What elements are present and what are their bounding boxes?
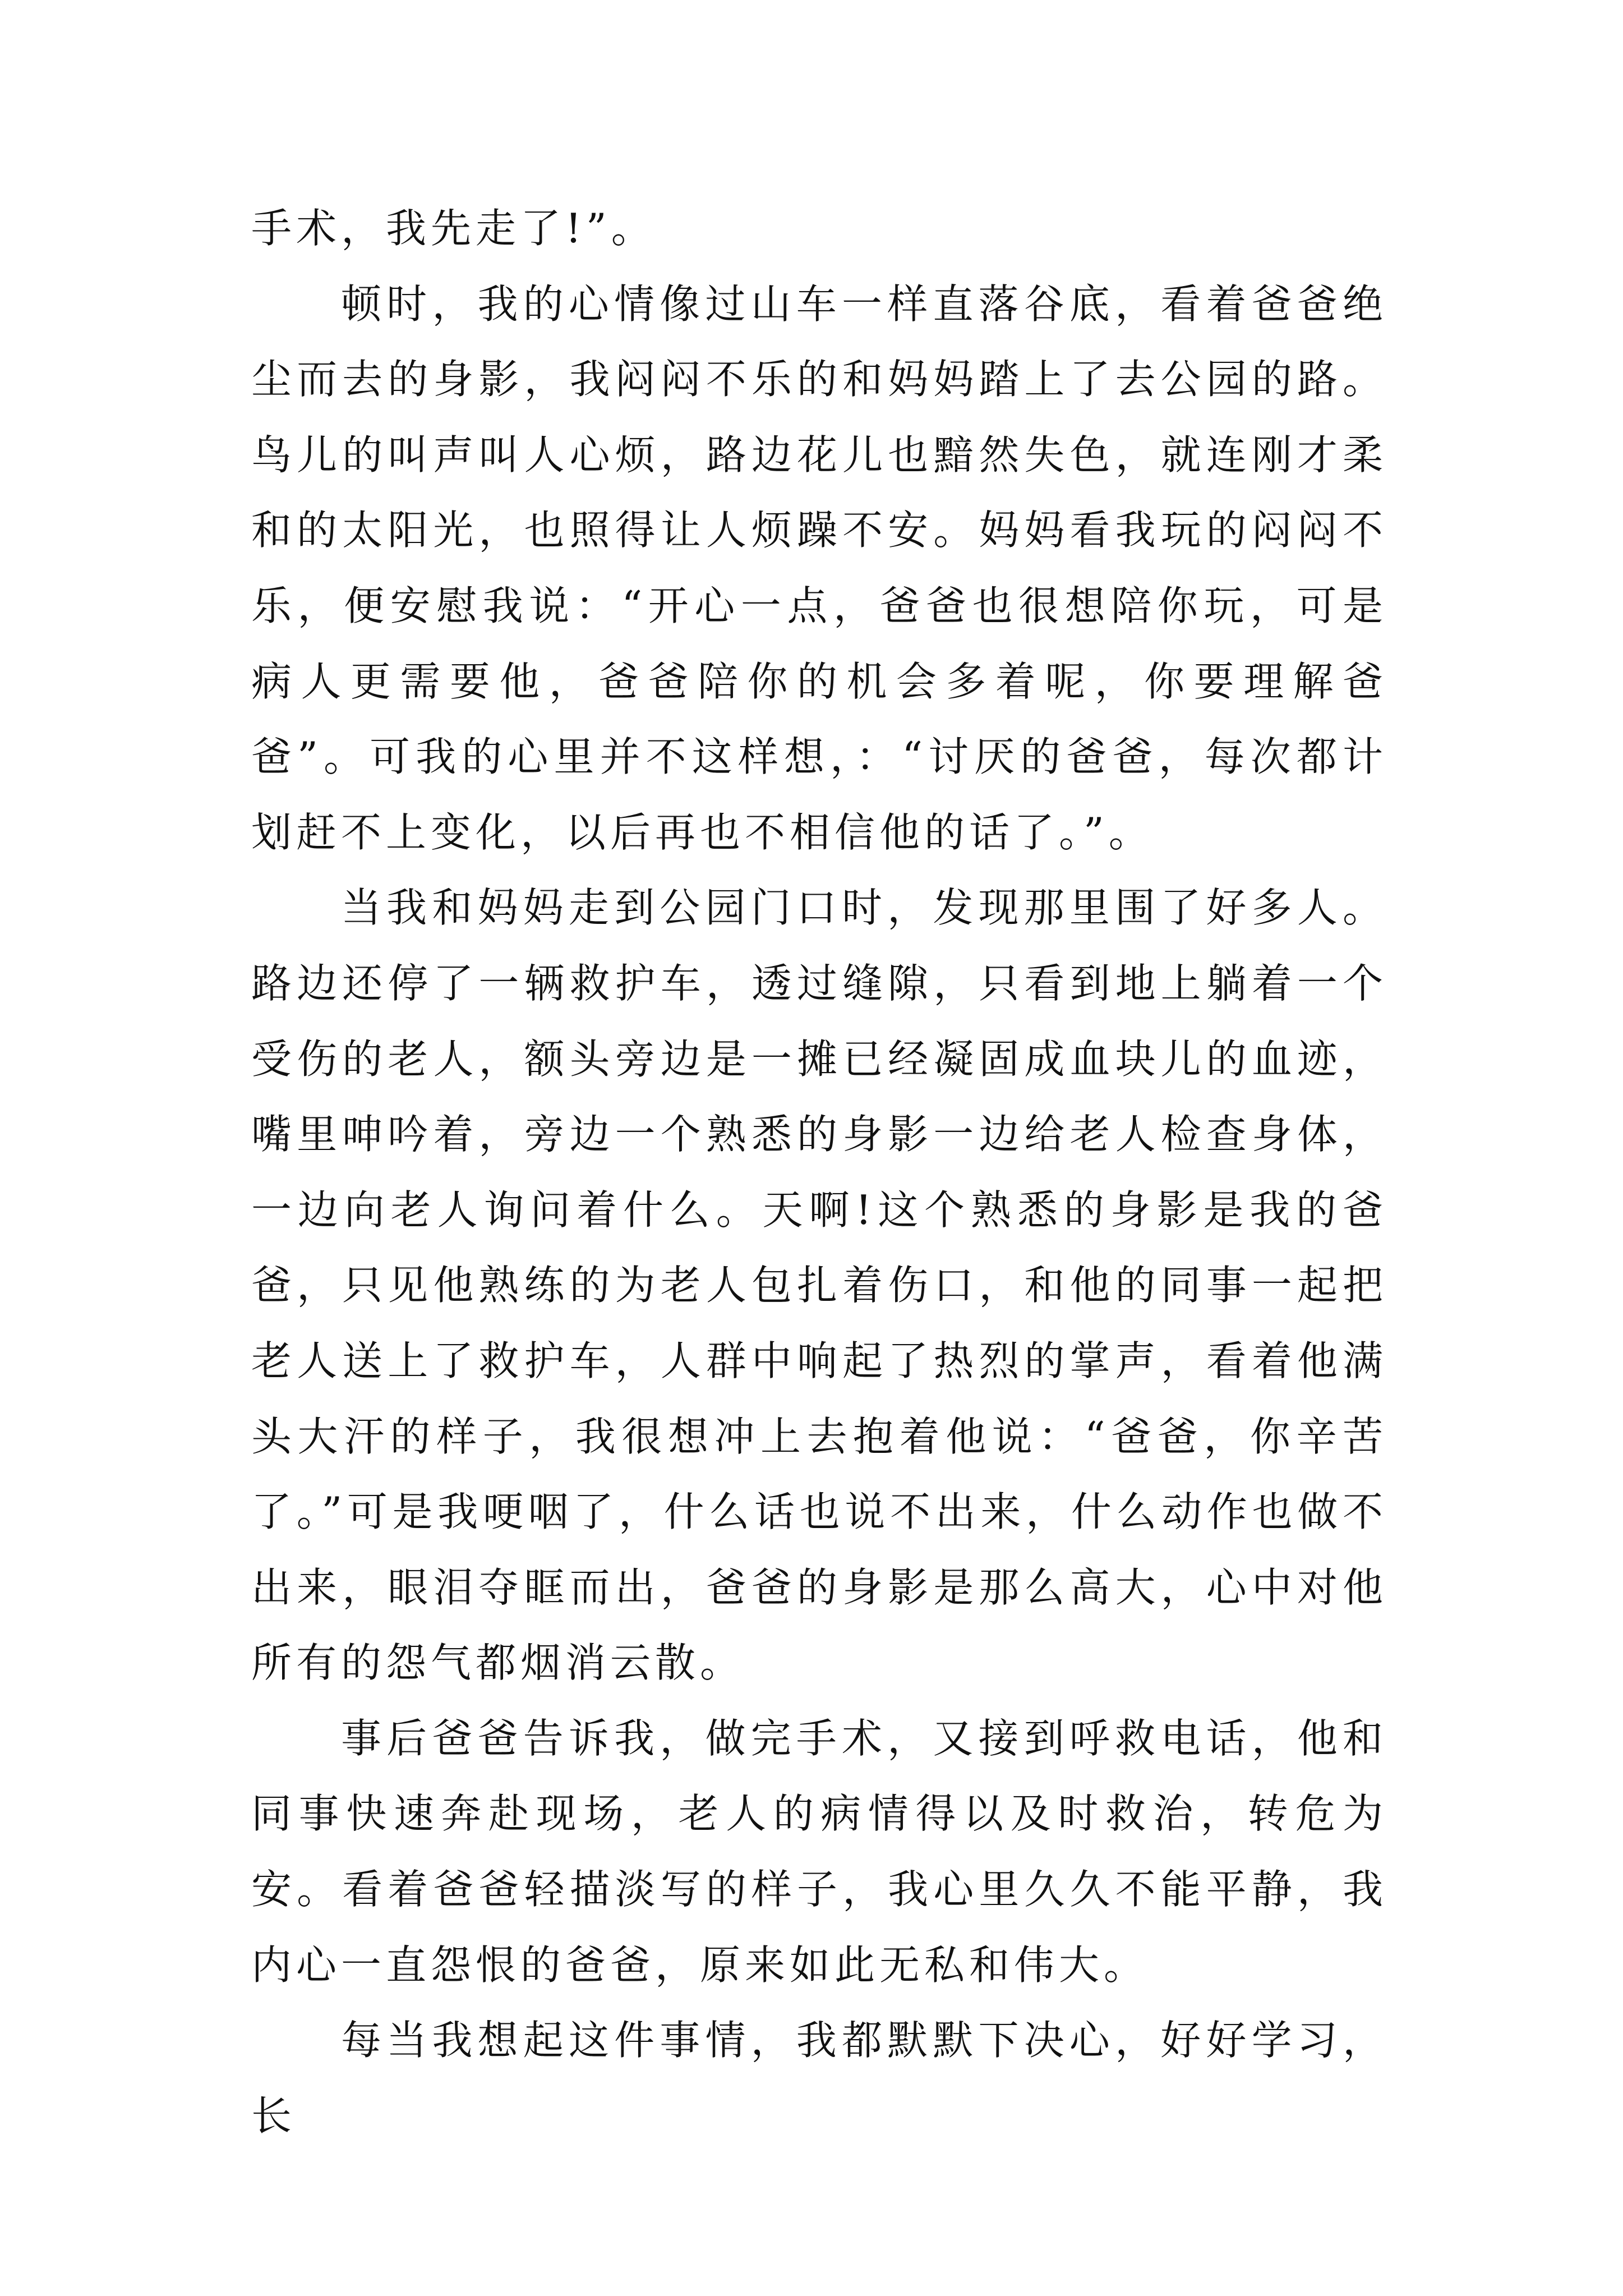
paragraph: 事后爸爸告诉我，做完手术，又接到呼救电话，他和同事快速奔赴现场，老人的病情得以及时救治，转危为安。看着爸爸轻描淡写的样子，我心里久久不能平静，我内心一直怨恨的爸爸，原来如此无私和伟大。 (251, 1714, 1387, 1989)
paragraph: 每当我想起这件事情，我都默默下决心，好好学习，长 (251, 2017, 1387, 2139)
paragraph-continuation: 手术，我先走了!”。 (251, 205, 656, 252)
paragraph: 顿时，我的心情像过山车一样直落谷底，看着爸爸绝尘而去的身影，我闷闷不乐的和妈妈踏上了去公园的路。鸟儿的叫声叫人心烦，路边花儿也黯然失色，就连刚才柔和的太阳光，也照得让人烦躁不安。妈妈看我玩的闷闷不乐，便安慰我说：“开心一点，爸爸也很想陪你玩，可是病人更需要他，爸爸陪你的机会多着呢，你要理解爸爸”。可我的心里并不这样想，：“讨厌的爸爸，每次都计划赶不上变化，以后再也不相信他的话了。”。 (251, 280, 1387, 856)
document-body (251, 191, 1387, 2154)
paragraph: 当我和妈妈走到公园门口时，发现那里围了好多人。路边还停了一辆救护车，透过缝隙，只看到地上躺着一个受伤的老人，额头旁边是一摊已经凝固成血块儿的血迹，嘴里呻吟着，旁边一个熟悉的身影一边给老人检查身体，一边向老人询问着什么。天啊!这个熟悉的身影是我的爸爸，只见他熟练的为老人包扎着伤口，和他的同事一起把老人送上了救护车，人群中响起了热烈的掌声，看着他满头大汗的样子，我很想冲上去抱着他说：“爸爸，你辛苦了。”可是我哽咽了，什么话也说不出来，什么动作也做不出来，眼泪夺眶而出，爸爸的身影是那么高大，心中对他所有的怨气都烟消云散。 (251, 884, 1387, 1687)
